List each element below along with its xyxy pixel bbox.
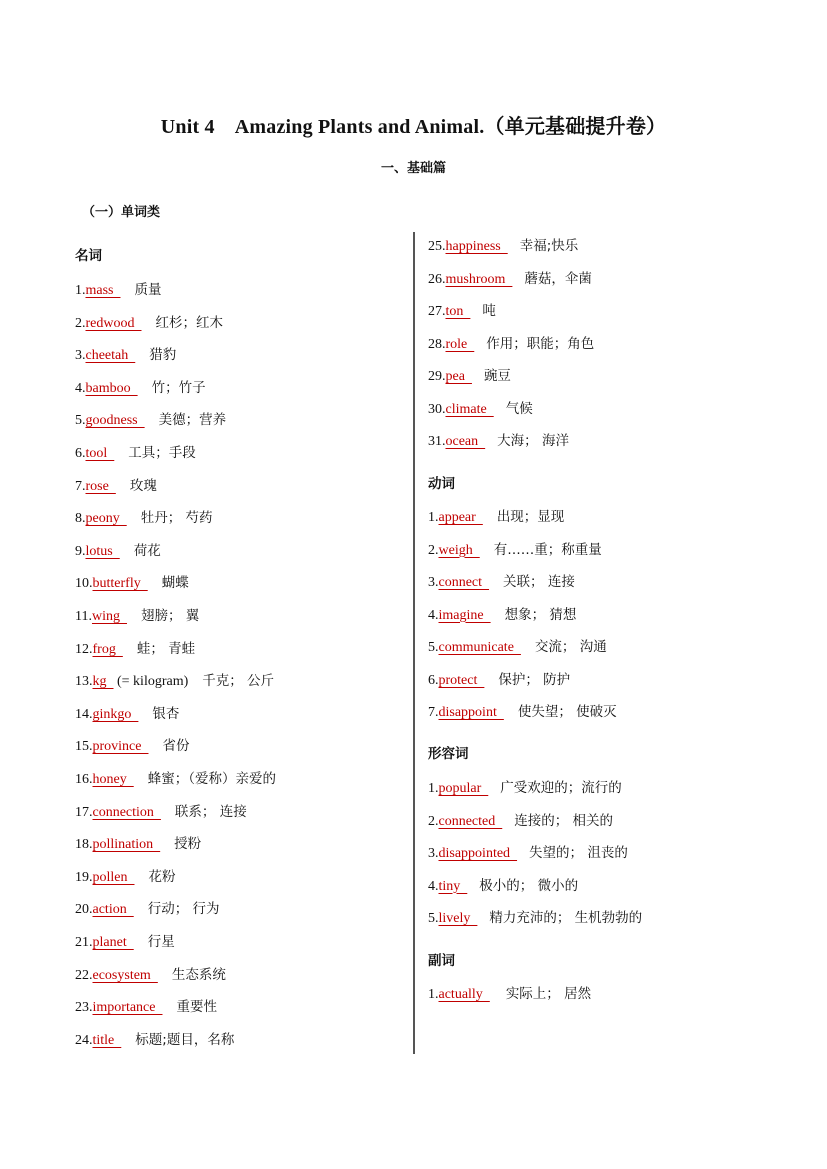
vocab-item xyxy=(428,541,602,560)
item-number: 4. xyxy=(428,607,439,623)
answer-word: role xyxy=(445,336,475,352)
answer-word: communicate xyxy=(438,640,521,655)
answer-word: ocean xyxy=(445,434,486,449)
vocab-item xyxy=(75,1031,234,1050)
answer-word: pollen xyxy=(92,869,135,885)
chinese-meaning: 美德；营养 xyxy=(158,412,227,429)
chinese-meaning: 授粉 xyxy=(174,836,202,853)
section-heading: （一）单词类 xyxy=(82,205,161,220)
chinese-meaning: 精力充沛的； 生机勃勃的 xyxy=(489,910,643,926)
answer-word: ginkgo xyxy=(92,706,139,722)
vocab-item xyxy=(428,432,569,451)
item-number: 12. xyxy=(75,641,93,657)
answer-word: protect xyxy=(438,672,485,688)
chinese-meaning: 荷花 xyxy=(133,542,161,559)
vocab-item xyxy=(428,812,613,831)
answer-word: tiny xyxy=(438,878,468,894)
answer-word: appear xyxy=(438,510,483,525)
vocab-item xyxy=(428,638,607,657)
chinese-meaning: 实际上； 居然 xyxy=(505,986,592,1002)
page-title xyxy=(0,110,827,139)
answer-word: goodness xyxy=(85,413,145,429)
vocab-item xyxy=(75,542,161,561)
item-number: 11. xyxy=(75,609,92,624)
chinese-meaning: 想象； 猜想 xyxy=(504,606,577,623)
heading-adverbs: 副词 xyxy=(428,953,455,969)
answer-word: title xyxy=(92,1032,122,1048)
chinese-meaning: 联系； 连接 xyxy=(174,803,247,820)
vocab-item xyxy=(75,281,162,300)
item-number: 2. xyxy=(75,315,86,331)
vocab-item xyxy=(75,705,179,724)
item-number: 21. xyxy=(75,935,93,950)
vocab-item xyxy=(75,477,157,496)
chinese-meaning: 保护； 防护 xyxy=(498,671,571,688)
answer-word: ton xyxy=(445,304,471,319)
chinese-meaning: 广受欢迎的；流行的 xyxy=(500,780,622,796)
item-number: 5. xyxy=(75,413,86,429)
answer-word: connect xyxy=(438,575,490,590)
answer-word: popular xyxy=(438,781,489,796)
answer-word: kg xyxy=(92,674,114,690)
answer-word: imagine xyxy=(438,607,491,623)
column-divider xyxy=(413,232,415,1054)
chinese-meaning: 使失望； 使破灭 xyxy=(517,704,617,720)
chinese-meaning: 豌豆 xyxy=(483,368,511,384)
vocab-item xyxy=(75,411,226,430)
chinese-meaning: 翅膀； 翼 xyxy=(140,608,200,624)
item-number: 7. xyxy=(75,478,86,494)
item-number: 3. xyxy=(428,575,439,590)
answer-word: planet xyxy=(92,935,134,950)
vocab-item xyxy=(428,844,628,863)
chinese-meaning: 生态系统 xyxy=(171,966,226,983)
answer-word: peony xyxy=(85,511,127,527)
vocab-item xyxy=(75,803,247,822)
chinese-meaning: 花粉 xyxy=(148,868,176,885)
answer-word: rose xyxy=(85,478,116,494)
chinese-meaning: 省份 xyxy=(162,738,190,755)
vocab-item xyxy=(428,237,578,256)
vocab-item xyxy=(75,900,220,919)
item-number: 6. xyxy=(75,446,86,461)
vocab-item xyxy=(428,671,570,690)
item-number: 5. xyxy=(428,640,439,655)
vocab-item xyxy=(428,909,642,928)
chinese-meaning: 竹；竹子 xyxy=(151,379,206,396)
vocab-item xyxy=(75,607,199,626)
vocab-item xyxy=(75,444,196,463)
answer-word: pollination xyxy=(92,837,161,853)
chinese-meaning: 重要性 xyxy=(176,999,217,1016)
item-number: 19. xyxy=(75,869,93,885)
item-number: 16. xyxy=(75,772,93,787)
vocab-item xyxy=(75,933,175,952)
vocab-item xyxy=(428,508,564,527)
chinese-meaning: 猎豹 xyxy=(149,347,177,364)
title-topic: Amazing Plants and Animal.（单元基础提升卷） xyxy=(234,116,667,138)
vocab-item xyxy=(75,770,276,789)
vocab-item xyxy=(75,509,213,528)
item-number: 9. xyxy=(75,543,86,559)
item-number: 5. xyxy=(428,911,439,926)
item-number: 6. xyxy=(428,672,439,688)
vocab-item xyxy=(75,640,195,659)
vocab-item xyxy=(428,779,622,798)
chinese-meaning: 工具；手段 xyxy=(128,445,196,461)
item-number: 17. xyxy=(75,804,93,820)
answer-word: honey xyxy=(92,772,134,787)
chinese-meaning: 牡丹； 芍药 xyxy=(140,510,213,527)
vocab-item xyxy=(75,574,189,593)
chinese-meaning: 极小的； 微小的 xyxy=(479,877,579,894)
chinese-meaning: 大海； 海洋 xyxy=(497,433,569,449)
subtitle: 一、基础篇 xyxy=(380,161,446,176)
chinese-meaning: 失望的； 沮丧的 xyxy=(529,845,628,861)
item-number: 15. xyxy=(75,739,93,755)
answer-word: importance xyxy=(92,1000,163,1016)
item-number: 1. xyxy=(428,510,439,525)
answer-word: ecosystem xyxy=(92,967,158,983)
chinese-meaning: 红杉；红木 xyxy=(155,314,223,331)
vocab-item xyxy=(428,270,592,289)
chinese-meaning: 千克； 公斤 xyxy=(202,673,275,690)
item-number: 7. xyxy=(428,705,439,720)
chinese-meaning: 蘑菇，伞菌 xyxy=(524,270,592,287)
vocab-item xyxy=(428,703,617,722)
title-unit: Unit 4 xyxy=(160,116,215,138)
answer-word: province xyxy=(92,739,149,755)
chinese-meaning: 行动； 行为 xyxy=(147,901,220,918)
vocab-item xyxy=(428,606,576,625)
chinese-meaning: 标题;题目，名称 xyxy=(135,1031,235,1048)
item-number: 3. xyxy=(75,348,86,364)
chinese-meaning: 玫瑰 xyxy=(129,477,157,494)
item-note: (= kilogram) xyxy=(113,674,189,690)
answer-word: mass xyxy=(85,283,121,298)
chinese-meaning: 关联； 连接 xyxy=(503,574,575,590)
answer-word: weigh xyxy=(438,542,480,558)
chinese-meaning: 作用；职能；角色 xyxy=(486,335,595,352)
answer-word: pea xyxy=(445,369,472,384)
item-number: 29. xyxy=(428,369,446,384)
chinese-meaning: 蛙； 青蛙 xyxy=(136,640,196,657)
answer-word: climate xyxy=(445,401,494,417)
chinese-meaning: 质量 xyxy=(134,282,162,298)
answer-word: redwood xyxy=(85,315,142,331)
item-number: 25. xyxy=(428,239,446,254)
answer-word: butterfly xyxy=(92,576,148,592)
item-number: 18. xyxy=(75,837,93,853)
chinese-meaning: 幸福;快乐 xyxy=(519,238,579,254)
answer-word: connected xyxy=(438,813,503,829)
vocab-item xyxy=(428,302,496,321)
item-number: 13. xyxy=(75,674,93,690)
answer-word: action xyxy=(92,902,134,918)
vocab-item xyxy=(75,672,274,691)
item-number: 1. xyxy=(428,781,439,796)
item-number: 8. xyxy=(75,511,86,527)
item-number: 27. xyxy=(428,304,446,319)
item-number: 14. xyxy=(75,706,93,722)
vocab-item xyxy=(75,379,206,398)
vocab-item xyxy=(428,573,575,592)
answer-word: lively xyxy=(438,911,478,926)
vocab-item xyxy=(75,346,176,365)
chinese-meaning: 气候 xyxy=(505,400,533,417)
item-number: 20. xyxy=(75,902,93,918)
vocab-item xyxy=(428,367,511,386)
vocab-item xyxy=(428,400,533,419)
item-number: 31. xyxy=(428,434,446,449)
vocab-item xyxy=(428,877,578,896)
item-number: 2. xyxy=(428,813,439,829)
heading-adjectives: 形容词 xyxy=(428,746,469,762)
chinese-meaning: 有……重；称重量 xyxy=(493,541,602,558)
chinese-meaning: 行星 xyxy=(147,934,175,950)
heading-nouns: 名词 xyxy=(75,248,102,264)
answer-word: disappointed xyxy=(438,846,518,861)
chinese-meaning: 银杏 xyxy=(152,705,180,722)
vocab-item xyxy=(428,985,591,1004)
item-number: 4. xyxy=(428,878,439,894)
vocab-item xyxy=(75,314,223,333)
item-number: 2. xyxy=(428,542,439,558)
chinese-meaning: 交流； 沟通 xyxy=(534,639,607,655)
item-number: 24. xyxy=(75,1032,93,1048)
answer-word: cheetah xyxy=(85,348,136,364)
answer-word: happiness xyxy=(445,239,508,254)
item-number: 30. xyxy=(428,401,446,417)
answer-word: frog xyxy=(92,641,123,657)
vocab-item xyxy=(75,835,201,854)
item-number: 22. xyxy=(75,967,93,983)
heading-verbs: 动词 xyxy=(428,476,455,492)
item-number: 4. xyxy=(75,380,86,396)
vocab-item xyxy=(75,868,176,887)
chinese-meaning: 蝴蝶 xyxy=(161,575,189,592)
item-number: 28. xyxy=(428,336,446,352)
item-number: 1. xyxy=(75,283,86,298)
answer-word: actually xyxy=(438,987,490,1002)
chinese-meaning: 吨 xyxy=(482,303,496,319)
answer-word: lotus xyxy=(85,543,120,559)
vocab-item xyxy=(75,966,226,985)
item-number: 1. xyxy=(428,987,439,1002)
item-number: 3. xyxy=(428,846,439,861)
item-number: 10. xyxy=(75,576,93,592)
answer-word: tool xyxy=(85,446,115,461)
item-number: 23. xyxy=(75,1000,93,1016)
answer-word: connection xyxy=(92,804,161,820)
chinese-meaning: 出现；显现 xyxy=(496,509,565,525)
vocab-item xyxy=(75,998,217,1017)
answer-word: mushroom xyxy=(445,271,513,287)
answer-word: wing xyxy=(91,609,127,624)
item-number: 26. xyxy=(428,271,446,287)
answer-word: disappoint xyxy=(438,705,504,720)
vocab-item xyxy=(428,335,594,354)
chinese-meaning: 连接的； 相关的 xyxy=(514,812,614,829)
chinese-meaning: 蜂蜜；（爱称）亲爱的 xyxy=(147,771,276,787)
vocab-item xyxy=(75,737,189,756)
answer-word: bamboo xyxy=(85,380,138,396)
